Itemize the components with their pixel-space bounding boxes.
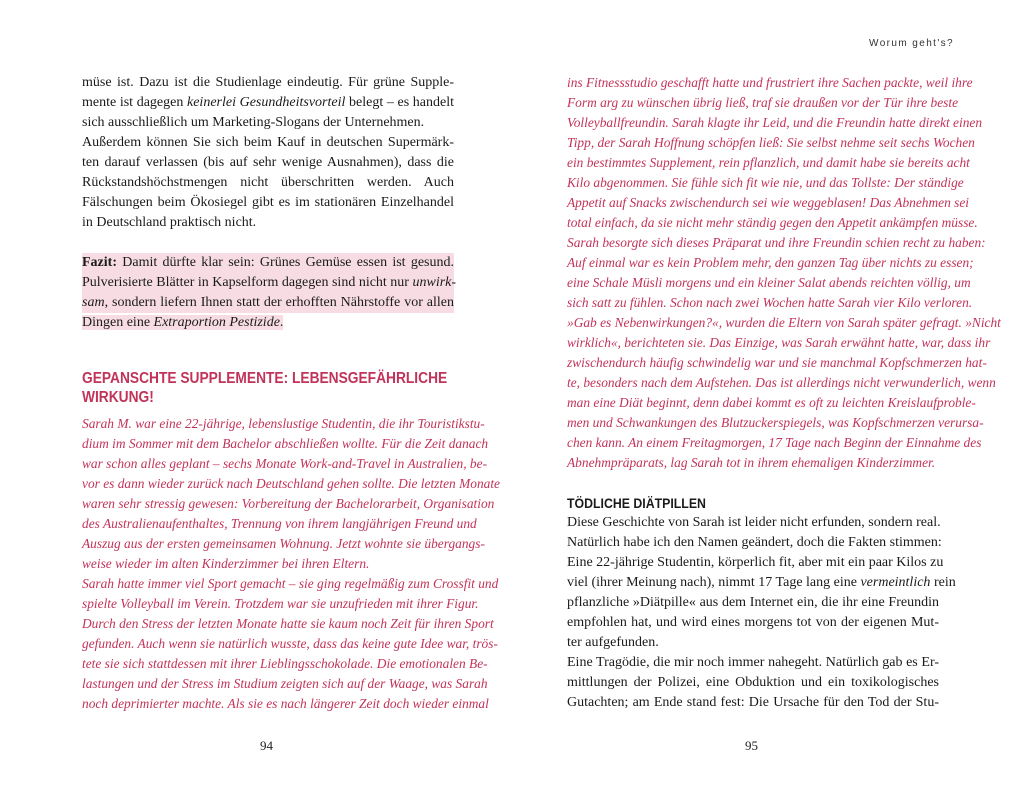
- emphasis: vermeintlich: [860, 575, 931, 590]
- story-line: Sarah hatte immer viel Sport gemacht – sie ging regelmäßig zum Crossfit und: [82, 576, 499, 591]
- story-line: ein bestimmtes Supplement, rein pflanzlich, und damit habe sie bereits acht: [567, 155, 970, 170]
- story-line: tete sie sich stattdessen mit ihrer Lieblingsschokolade. Die emotionalen Be-: [82, 656, 488, 671]
- story-line: Auszug aus der ersten gemeinsamen Wohnung. Jetzt wohnte sie übergangs-: [82, 536, 485, 551]
- fazit-line: [82, 273, 457, 293]
- body-paragraph: [567, 513, 956, 713]
- story-line: Durch den Stress der letzten Monate hatte sie kaum noch Zeit für ihren Sport: [82, 616, 494, 631]
- story-line: spielte Volleyball im Verein. Trotzdem war sie unzufrieden mit ihrer Figur.: [82, 596, 479, 611]
- story-line: »Gab es Nebenwirkungen?«, wurden die Eltern von Sarah später gefragt. »Nicht: [567, 315, 1001, 330]
- text-line: mente ist dagegen keinerlei Gesundheitsvorteil belegt – es handelt: [82, 95, 455, 110]
- text-line: empfohlen hat, und wird eines morgens tot von der eigenen Mut-: [567, 615, 939, 630]
- fazit-box: [82, 253, 457, 333]
- story-line: chen kann. An einem Freitagmorgen, 17 Tage nach Beginn der Einnahme des: [567, 435, 982, 450]
- text-line: mittlungen der Polizei, eine Obduktion und ein toxikologisches: [567, 675, 939, 690]
- story-line: lastungen und der Stress im Studium zeigten sich auf der Waage, was Sarah: [82, 676, 488, 691]
- story-line: Auf einmal war es kein Problem mehr, den ganzen Tag über nichts zu essen;: [567, 255, 974, 270]
- text-line: müse ist. Dazu ist die Studienlage eindeutig. Für grüne Supple-: [82, 75, 454, 90]
- text-line: Eine Tragödie, die mir noch immer nahegeht. Natürlich gab es Er-: [567, 655, 939, 670]
- story-line: men und Schwankungen des Blutzuckerspiegels, was Kopfschmerzen verursa-: [567, 415, 984, 430]
- fazit-highlight: Pulverisierte Blätter in Kapselform dagegen sind nicht nur unwirk-: [82, 273, 454, 293]
- story-line: weise wieder im alten Kinderzimmer bei ihren Eltern.: [82, 556, 370, 571]
- fazit-line: [82, 293, 454, 313]
- section-heading: [82, 369, 454, 407]
- story-line: Form arg zu wünschen übrig ließ, traf sie draußen vor der Tür ihre beste: [567, 95, 959, 110]
- fazit-highlight: sam, sondern liefern Ihnen statt der erhofften Nährstoffe vor allen: [82, 293, 454, 313]
- text-line: Diese Geschichte von Sarah ist leider nicht erfunden, sondern real.: [567, 515, 941, 530]
- text-line: pflanzliche »Diätpille« aus dem Internet ein, die ihr eine Freundin: [567, 595, 939, 610]
- story-line: Appetit auf Snacks zwischendurch sei wie weggeblasen! Das Abnehmen sei: [567, 195, 970, 210]
- fazit-highlight: Dingen eine Extraportion Pestizide.: [82, 315, 284, 330]
- fazit-line: [82, 253, 454, 273]
- story-line: des Australienaufenthaltes, Trennung von ihrem langjährigen Freund und: [82, 516, 477, 531]
- story-line: man eine Diät beginnt, denn dabei kommt es oft zu leichten Kreislaufproble-: [567, 395, 976, 410]
- story-line: te, besonders nach dem Aufstehen. Das ist allerdings nicht verwunderlich, wenn: [567, 375, 996, 390]
- text-line: in Deutschland praktisch nicht.: [82, 215, 257, 230]
- story-line: war schon alles geplant – sechs Monate Work-and-Travel in Australien, be-: [82, 456, 488, 471]
- story-line: Sarah M. war eine 22-jährige, lebenslustige Studentin, die ihr Touristikstu-: [82, 416, 485, 431]
- story-text-right: [567, 73, 1001, 473]
- running-head: Worum geht's?: [869, 38, 954, 49]
- text-line: Außerdem können Sie sich beim Kauf in deutschen Supermärk-: [82, 135, 454, 150]
- fazit-highlight: Fazit: Damit dürfte klar sein: Grünes Gemüse essen ist gesund.: [82, 253, 454, 273]
- intro-paragraph: [82, 73, 454, 233]
- story-line: dium im Sommer mit dem Bachelor abschließen wollte. Für die Zeit danach: [82, 436, 489, 451]
- text-line: Natürlich habe ich den Namen geändert, doch die Fakten stimmen:: [567, 535, 942, 550]
- story-line: vor es dann wieder zurück nach Deutschland gehen sollte. Die letzten Monate: [82, 476, 500, 491]
- story-line: ins Fitnessstudio geschafft hatte und frustriert ihre Sachen packte, weil ihre: [567, 75, 973, 90]
- story-line: gefunden. Auch wenn sie natürlich wusste, dass das keine gute Idee war, trös-: [82, 636, 498, 651]
- section-heading-line-1: GEPANSCHTE SUPPLEMENTE: LEBENSGEFÄHRLICHE: [82, 370, 448, 387]
- text-line: ten darauf verlassen (bis auf sehr wenige Ausnahmen), dass die: [82, 155, 454, 170]
- story-line: Tipp, der Sarah Hoffnung schöpfen ließ: Sie selbst nehme seit sechs Wochen: [567, 135, 975, 150]
- text-line: Gutachten; am Ende stand fest: Die Ursache für den Tod der Stu-: [567, 695, 939, 710]
- story-line: Kilo abgenommen. Sie fühle sich fit wie nie, und das Tollste: Der ständige: [567, 175, 964, 190]
- text-line: Eine 22-jährige Studentin, körperlich fit, aber mit ein paar Kilos zu: [567, 555, 944, 570]
- story-line: zwischendurch häufig schwindelig war und sie manchmal Kopfschmerzen hat-: [567, 355, 987, 370]
- text-line: ter aufgefunden.: [567, 635, 659, 650]
- story-line: waren sehr stressig gewesen: Vorbereitung der Bachelorarbeit, Organisation: [82, 496, 495, 511]
- story-line: Volleyballfreundin. Sarah klagte ihr Leid, und die Freundin hatte direkt einen: [567, 115, 983, 130]
- text-line: Fälschungen beim Ökosiegel gibt es im stationären Einzelhandel: [82, 195, 454, 210]
- story-line: sich satt zu fühlen. Schon nach zwei Wochen hatte Sarah vier Kilo verloren.: [567, 295, 973, 310]
- emphasis: sam: [82, 295, 105, 310]
- page-number-right: 95: [745, 738, 758, 753]
- emphasis: keinerlei Gesundheitsvorteil: [187, 95, 346, 110]
- text-line: sich ausschließlich um Marketing-Slogans der Unternehmen.: [82, 115, 425, 130]
- story-line: Sarah besorgte sich dieses Präparat und ihre Freundin schien recht zu haben:: [567, 235, 986, 250]
- story-line: Abnehmpräparats, lag Sarah tot in ihrem ehemaligen Kinderzimmer.: [567, 455, 936, 470]
- page-number-left: 94: [260, 738, 273, 753]
- text-line: viel (ihrer Meinung nach), nimmt 17 Tage lang eine vermeintlich rein: [567, 575, 956, 590]
- fazit-label: Fazit:: [82, 255, 117, 270]
- story-line: noch deprimierter machte. Als sie es nach längerer Zeit doch wieder einmal: [82, 696, 489, 711]
- story-line: eine Schale Müsli morgens und ein kleiner Salat abends reichten völlig, um: [567, 275, 971, 290]
- story-text-left: [82, 414, 500, 714]
- emphasis: unwirk-: [412, 275, 457, 290]
- section-heading-line-2: WIRKUNG!: [82, 389, 154, 406]
- fazit-paragraph: [82, 253, 457, 333]
- emphasis: Extraportion Pestizide: [153, 315, 280, 330]
- subheading: TÖDLICHE DIÄTPILLEN: [567, 495, 706, 511]
- fazit-line: [82, 313, 454, 333]
- text-line: Rückstandshöchstmengen nicht überschritten werden. Auch: [82, 175, 454, 190]
- story-line: wirklich«, berichteten sie. Das Einzige, was Sarah erwähnt hatte, war, dass ihr: [567, 335, 991, 350]
- story-line: total einfach, da sie nicht mehr ständig gegen den Appetit ankämpfen müsse.: [567, 215, 978, 230]
